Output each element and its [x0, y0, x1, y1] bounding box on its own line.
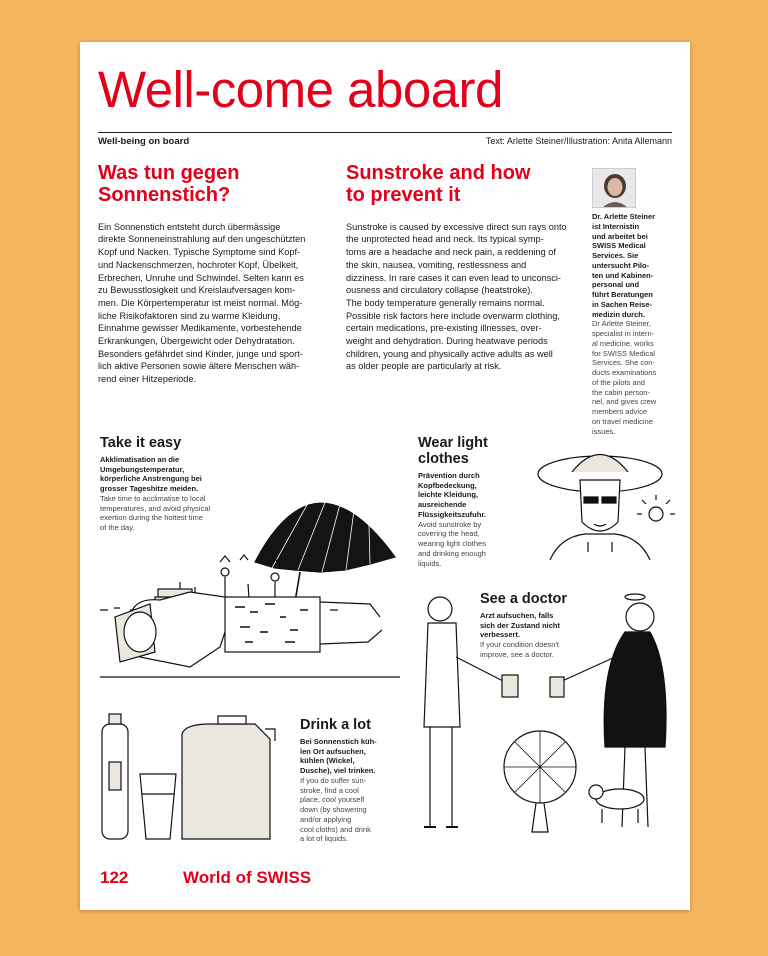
tip-wear-light-clothes-german: Prävention durch Kopfbedeckung, leichte Kleidung, ausreichende Flüssigkeitszufuhr.	[418, 470, 486, 519]
tip-drink-a-lot-german: Bei Sonnenstich küh- len Ort aufsuchen, kühlen (Wickel, Dusche), viel trinken.	[300, 736, 377, 776]
tip-see-a-doctor-english: If your condition doesn't improve, see a doctor.	[480, 640, 559, 659]
woman-hat-illustration	[510, 442, 680, 562]
tip-take-it-easy-title: Take it easy	[100, 435, 182, 451]
tip-see-a-doctor-title: See a doctor	[480, 591, 568, 607]
doctor-visit-illustration	[410, 587, 680, 847]
magazine-page	[80, 42, 690, 910]
page-title: Well-come aboard	[98, 61, 503, 118]
author-portrait-image	[593, 169, 636, 208]
article-german-body: Ein Sonnenstich entsteht durch übermässige direkte Sonneneinstrahlung auf den ungeschützten Kopf und Nacken. Typische Symptome sind Kopf- und Nackenschmerzen, hochroter Kopf, Übelkeit, Erbrechen, Unruhe und Schwindel. Selten kann es zu Bewusstlosigkeit und Kreislaufversagen kom- men. Die Körpertemperatur ist meist normal. Mög- liche Risikofaktoren sind zu warme Kleidung, Einnahme gewisser Medikamente, vorbestehende Erkrankungen, Übergewicht oder Dehydratation. Besonders gefährdet sind Kinder, junge und sport- lich aktive Personen sowie ältere Menschen wäh- rend einer Hitzeperiode.	[98, 221, 306, 385]
article-english-body: Sunstroke is caused by excessive direct sun rays onto the unprotected head and neck. Its typical symp- toms are a headache and neck pain, a reddening of the skin, nausea, vomiting, restlessness and dizziness. In rare cases it can even lead to unconsci- ousness and circulatory collapse (heatstroke). The body temperature generally remains normal. Possible risk factors here include overwarm clothing, certain medications, pre-existing illnesses, over- weight and dehydration. During heatwave periods children, young and physically active adults as well as older people are particularly at risk.	[346, 221, 567, 372]
article-english-heading: Sunstroke and how to prevent it	[346, 162, 531, 207]
author-bio-english: Dr Arlette Steiner, specialist in intern- al medicine, works for SWISS Medical Services. She con- ducts examinations of the pilots and the cabin person- nel, and gives crew members advice on travel medicine issues.	[592, 319, 657, 436]
tip-drink-a-lot-english: If you do suffer sun- stroke, find a cool place, cool yourself down (by showering and/or applying cool cloths) and drink a lot of liquids.	[300, 775, 371, 844]
tip-take-it-easy-english: Take time to acclimatise to local temperatures, and avoid physical exertion during the hottest time of the day.	[100, 493, 211, 533]
section-label: Well-being on board	[98, 136, 190, 147]
tip-take-it-easy-german: Akklimatisation an die Umgebungstemperatur, körperliche Anstrengung bei grosser Tageshitze meiden.	[100, 454, 202, 494]
author-bio	[592, 212, 680, 436]
article-english	[346, 162, 586, 373]
magazine-title: World of SWISS	[183, 868, 312, 887]
credits: Text: Arlette Steiner/Illustration: Anita Allemann	[485, 136, 672, 146]
page-number: 122	[100, 868, 129, 887]
resting-person-illustration	[100, 582, 400, 692]
article-german	[98, 162, 338, 386]
author-portrait	[592, 168, 636, 208]
tip-wear-light-clothes-title: Wear light clothes	[418, 435, 488, 467]
author-bio-german: Dr. Arlette Steiner ist Internistin und arbeitet bei SWISS Medical Services. Sie untersucht Pilo- ten und Kabinen- personal und führt Beratungen in Sachen Reise- medizin durch.	[592, 212, 656, 319]
tip-drink-a-lot-title: Drink a lot	[300, 717, 371, 733]
drinks-illustration	[100, 714, 300, 844]
header-rule	[98, 132, 672, 133]
tip-drink-a-lot	[300, 718, 395, 844]
article-german-heading: Was tun gegen Sonnenstich?	[98, 162, 240, 207]
tip-wear-light-clothes-english: Avoid sunstroke by covering the head, wearing light clothes and drinking enough liquids.	[418, 519, 486, 568]
tip-see-a-doctor-german: Arzt aufsuchen, falls sich der Zustand nicht verbessert.	[480, 610, 561, 640]
